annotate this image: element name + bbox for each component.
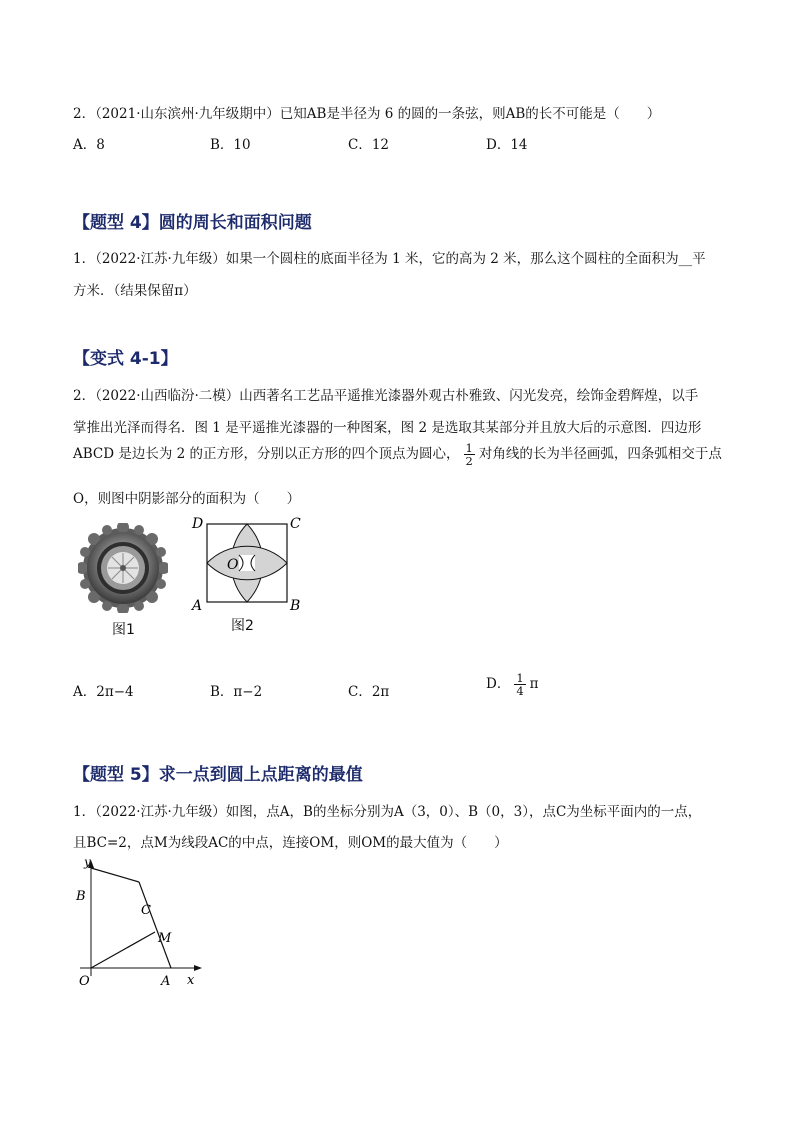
label-d: D bbox=[192, 516, 204, 532]
variant41-option-b: B．π−2 bbox=[210, 684, 263, 700]
label-b: B bbox=[290, 598, 301, 614]
type4-heading: 【题型 4】圆的周长和面积问题 bbox=[73, 213, 312, 233]
label-o: O bbox=[79, 974, 90, 989]
label-y: y bbox=[84, 858, 91, 869]
q2-option-c: C．12 bbox=[348, 137, 390, 153]
variant41-line3-b: 对角线的长为半径画弧，四条弧相交于点 bbox=[478, 446, 722, 462]
q2-option-b: B．10 bbox=[210, 137, 251, 153]
label-m: M bbox=[158, 931, 172, 946]
label-c: C bbox=[290, 516, 301, 532]
variant41-option-d: D． $\frac{1}{4}$ π bbox=[486, 671, 539, 698]
variant41-option-a: A．2π−4 bbox=[73, 684, 134, 700]
label-x: x bbox=[187, 973, 195, 988]
variant41-option-c: C．2π bbox=[348, 684, 390, 700]
segment-bc bbox=[91, 868, 139, 882]
segment-om bbox=[91, 932, 155, 968]
label-o: O bbox=[227, 557, 239, 573]
quarter-fraction: $\frac{1}{4}$ bbox=[516, 671, 524, 698]
variant41-line2: 掌推出光泽而得名．图 1 是平遥推光漆器的一种图案，图 2 是选取其某部分并且放大后的示意图．四边形 bbox=[73, 420, 702, 436]
label-b: B bbox=[76, 889, 86, 904]
label-a: A bbox=[161, 974, 171, 989]
type5-line2: 且BC=2，点M为线段AC的中点，连接OM，则OM的最大值为（ ） bbox=[73, 835, 508, 851]
figure-1-lacquer-plate bbox=[78, 523, 168, 613]
q2-option-d: D．14 bbox=[486, 137, 528, 153]
type5-line1: 1．（2022·江苏·九年级）如图，点A，B的坐标分别为A（3，0）、B（0，3），点C为坐标平面内的一点， bbox=[73, 804, 702, 820]
label-c: C bbox=[141, 903, 151, 918]
type5-heading: 【题型 5】求一点到圆上点距离的最值 bbox=[73, 765, 363, 785]
type4-q1-line2: 方米．（结果保留π） bbox=[73, 283, 197, 299]
half-fraction: $\frac{1}{2}$ bbox=[465, 441, 473, 468]
variant41-heading: 【变式 4-1】 bbox=[73, 349, 178, 369]
variant41-line3-a: ABCD 是边长为 2 的正方形，分别以正方形的四个顶点为圆心， bbox=[73, 446, 460, 462]
variant41-line4: O，则图中阴影部分的面积为（ ） bbox=[73, 491, 301, 507]
type4-q1-line1: 1．（2022·江苏·九年级）如果一个圆柱的底面半径为 1 米，它的高为 2 米，那么这个圆柱的全面积为__平 bbox=[73, 251, 706, 267]
variant41-line3 bbox=[73, 442, 722, 467]
label-a: A bbox=[192, 598, 203, 614]
question-2-stem: 2．（2021·山东滨州·九年级期中）已知AB是半径为 6 的圆的一条弦，则AB的长不可能是（ ） bbox=[73, 106, 661, 122]
coordinate-figure bbox=[70, 858, 210, 990]
q2-option-a: A．8 bbox=[73, 137, 105, 153]
figure-2-caption: 图2 bbox=[231, 618, 254, 634]
figure-2-square-arcs bbox=[186, 512, 306, 614]
figure-1-caption: 图1 bbox=[112, 622, 135, 638]
variant41-line1: 2．（2022·山西临汾·二模）山西著名工艺品平遥推光漆器外观古朴雅致、闪光发亮，绘饰金碧辉煌，以手 bbox=[73, 388, 699, 404]
segment-ca bbox=[139, 882, 171, 968]
